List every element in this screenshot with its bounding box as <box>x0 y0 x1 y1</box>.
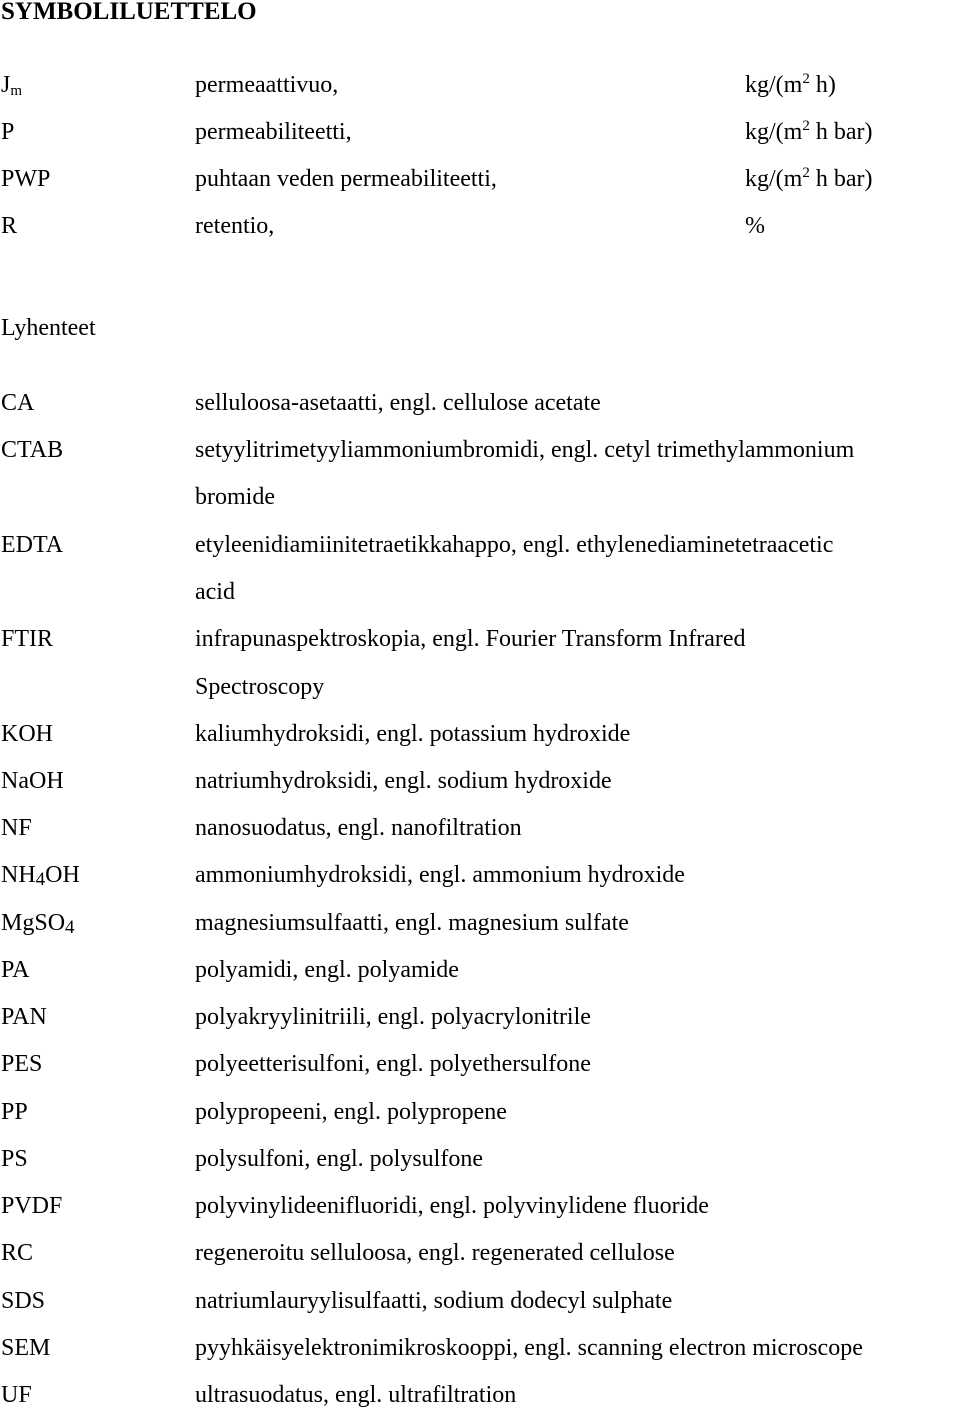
abbreviation-description: natriumhydroksidi, engl. sodium hydroxide <box>195 768 612 794</box>
abbreviation: EDTA <box>1 532 64 558</box>
abbreviation-description: polysulfoni, engl. polysulfone <box>195 1146 483 1172</box>
abbreviation: PAN <box>1 1004 47 1030</box>
abbreviation-description: etyleenidiamiinitetraetikkahappo, engl. ethylenediaminetetraacetic <box>195 532 834 558</box>
abbreviation-row <box>0 958 960 988</box>
abbreviation-description: regeneroitu selluloosa, engl. regenerated cellulose <box>195 1240 675 1266</box>
abbreviation-row <box>0 911 960 941</box>
abbreviation-description: polyamidi, engl. polyamide <box>195 957 459 983</box>
abbreviation: NF <box>1 815 32 841</box>
abbreviation: PP <box>1 1099 28 1125</box>
symbol-unit: % <box>745 213 765 239</box>
abbreviation: SDS <box>1 1288 46 1314</box>
symbol-description: puhtaan veden permeabiliteetti, <box>195 166 497 192</box>
abbreviation-description: selluloosa-asetaatti, engl. cellulose acetate <box>195 390 601 416</box>
abbreviation: KOH <box>1 721 53 747</box>
abbreviation-description: pyyhkäisyelektronimikroskooppi, engl. scanning electron microscope <box>195 1335 863 1361</box>
abbreviation: PVDF <box>1 1193 63 1219</box>
abbreviation-description: setyylitrimetyyliammoniumbromidi, engl. cetyl trimethylammonium <box>195 437 855 463</box>
abbreviations-heading: Lyhenteet <box>1 315 96 341</box>
abbreviation-row <box>0 1194 960 1224</box>
abbreviation-row <box>0 391 960 421</box>
abbreviation-description: polyvinylideenifluoridi, engl. polyvinylidene fluoride <box>195 1193 709 1219</box>
symbol: PWP <box>1 166 51 192</box>
symbol-description: permeaattivuo, <box>195 72 339 98</box>
abbreviation: MgSO4 <box>1 910 75 938</box>
abbreviation-description: nanosuodatus, engl. nanofiltration <box>195 815 522 841</box>
abbreviation: CTAB <box>1 437 64 463</box>
symbol-row <box>0 167 960 197</box>
abbreviation: SEM <box>1 1335 51 1361</box>
abbreviation-description: polyakryylinitriili, engl. polyacrylonitrile <box>195 1004 591 1030</box>
abbreviation: PS <box>1 1146 28 1172</box>
symbol: R <box>1 213 18 239</box>
abbreviation: RC <box>1 1240 34 1266</box>
abbreviation-row <box>0 1336 960 1366</box>
abbreviation-description: magnesiumsulfaatti, engl. magnesium sulfate <box>195 910 629 936</box>
symbol: P <box>1 119 15 145</box>
page-title: SYMBOLILUETTELO <box>1 0 257 25</box>
symbol-unit: $kg/(m^2$ h bar) <box>745 165 873 192</box>
abbreviation-description: natriumlauryylisulfaatti, sodium dodecyl sulphate <box>195 1288 673 1314</box>
abbreviation: PES <box>1 1051 43 1077</box>
abbreviation-row <box>0 1241 960 1271</box>
abbreviation-description: kaliumhydroksidi, engl. potassium hydroxide <box>195 721 631 747</box>
abbreviation-description-continued: acid <box>195 579 235 605</box>
abbreviation-row <box>0 627 960 657</box>
abbreviation-row <box>0 533 960 563</box>
abbreviation: NH4OH <box>1 862 80 890</box>
abbreviation-row <box>0 1147 960 1177</box>
symbol-row <box>0 73 960 103</box>
abbreviation-row <box>0 863 960 893</box>
abbreviation: CA <box>1 390 35 416</box>
abbreviation-description-continued: bromide <box>195 484 275 510</box>
symbol-unit: $kg/(m^2$ h) <box>745 71 836 98</box>
symbol-row <box>0 120 960 150</box>
symbol-description: retentio, <box>195 213 275 239</box>
abbreviation-row <box>0 816 960 846</box>
abbreviation-description: polyeetterisulfoni, engl. polyethersulfone <box>195 1051 591 1077</box>
abbreviation-row <box>0 1100 960 1130</box>
section-title <box>0 316 960 346</box>
abbreviation-row <box>0 1289 960 1319</box>
abbreviation-row <box>0 1052 960 1082</box>
symbol-description: permeabiliteetti, <box>195 119 352 145</box>
abbreviation-row <box>0 438 960 468</box>
abbreviation-description-continued: Spectroscopy <box>195 674 325 700</box>
abbreviation-description: polypropeeni, engl. polypropene <box>195 1099 507 1125</box>
symbol: Jm <box>1 72 23 99</box>
abbreviation: FTIR <box>1 626 54 652</box>
abbreviation-row <box>0 722 960 752</box>
abbreviation-row <box>0 1005 960 1035</box>
abbreviation-row <box>0 1383 960 1413</box>
abbreviation: NaOH <box>1 768 64 794</box>
abbreviation: PA <box>1 957 30 983</box>
symbol-row <box>0 214 960 244</box>
abbreviation-description: ammoniumhydroksidi, engl. ammonium hydroxide <box>195 862 685 888</box>
abbreviation-description: ultrasuodatus, engl. ultrafiltration <box>195 1382 517 1408</box>
abbreviation-row <box>0 769 960 799</box>
abbreviation-description: infrapunaspektroskopia, engl. Fourier Transform Infrared <box>195 626 746 652</box>
symbol-unit: $kg/(m^2$ h bar) <box>745 118 873 145</box>
abbreviation: UF <box>1 1382 32 1408</box>
